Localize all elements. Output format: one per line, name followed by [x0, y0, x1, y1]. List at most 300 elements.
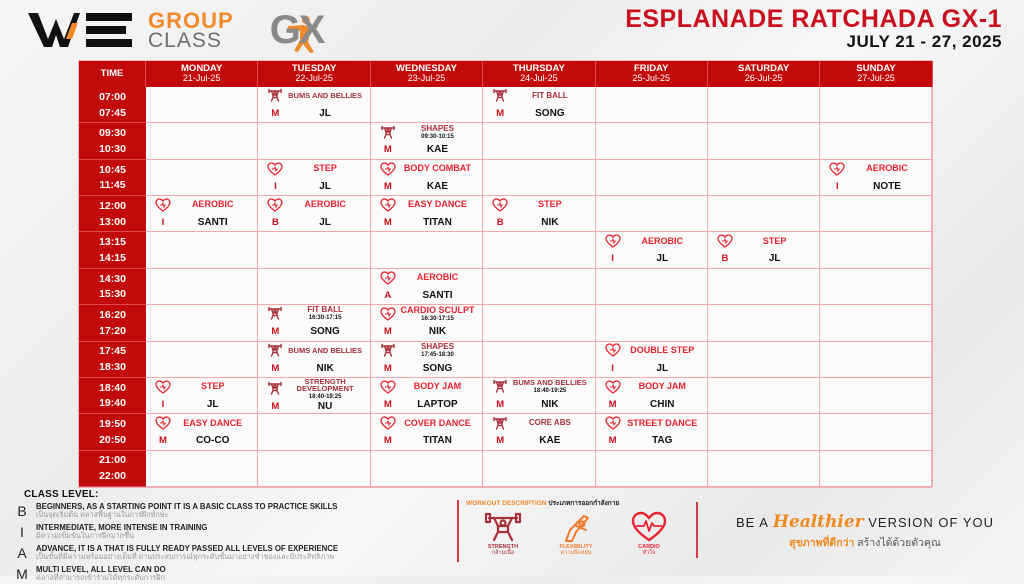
schedule-cell [596, 378, 708, 414]
class-level-badge: M [608, 435, 617, 447]
brand-logo [28, 8, 323, 52]
class-level-badge: M [383, 217, 392, 229]
schedule-cell [708, 305, 820, 341]
class-name-block [624, 382, 701, 391]
schedule-cell [820, 342, 932, 378]
class-level-badge: M [159, 435, 167, 447]
class-entry[interactable] [371, 305, 482, 340]
class-time-note: 16:30-17:15 [308, 315, 342, 322]
class-name-block [399, 306, 476, 322]
class-name: AEROBIC [191, 199, 234, 210]
class-entry[interactable] [258, 196, 369, 231]
day-header-thursday [483, 61, 595, 87]
class-time-note: 18:40-19:25 [533, 387, 567, 394]
cardio-heart-icon [377, 380, 399, 394]
class-name-block [174, 200, 251, 209]
class-entry[interactable] [146, 196, 257, 231]
schedule-cell [483, 269, 595, 305]
schedule-cell [483, 342, 595, 378]
flexibility-icon [558, 512, 594, 542]
class-level-badge: M [383, 144, 392, 156]
schedule-cell [820, 232, 932, 268]
class-instructor: NOTE [873, 180, 901, 192]
class-instructor: TAG [652, 435, 673, 447]
schedule-cell [371, 451, 483, 487]
class-name: STEP [538, 199, 562, 210]
day-date: 22-Jul-25 [295, 73, 333, 84]
schedule-cell [708, 196, 820, 232]
schedule-cell [596, 232, 708, 268]
day-header-monday [146, 61, 258, 87]
schedule-cell [258, 123, 370, 159]
class-name: SHAPES [421, 123, 454, 133]
class-instructor: KAE [426, 144, 449, 156]
class-name-block [399, 273, 476, 282]
workout-description-title: WORKOUT DESCRIPTION ประเภทการออกกำลังกาย [466, 500, 620, 507]
schedule-cell [146, 87, 258, 123]
class-entry[interactable] [146, 378, 257, 413]
tagline-english: BE A Healthier VERSION OF YOU [736, 512, 994, 532]
class-name: AEROBIC [416, 272, 459, 283]
class-instructor: JL [319, 180, 331, 192]
schedule-cell [483, 451, 595, 487]
class-level-badge: M [496, 398, 505, 410]
footer-divider-right [696, 502, 698, 558]
day-name: FRIDAY [634, 62, 669, 74]
class-name-block [399, 419, 476, 428]
day-date: 21-Jul-25 [182, 73, 221, 84]
class-name: STREET DANCE [627, 417, 698, 428]
class-name-block [286, 306, 363, 321]
slot-end-time: 13:00 [99, 215, 126, 228]
schedule-cell [146, 342, 258, 378]
class-level-badge: M [608, 398, 617, 410]
time-slot [79, 414, 146, 450]
time-slot [79, 269, 146, 305]
class-entry[interactable] [483, 414, 594, 449]
day-name: SATURDAY [738, 62, 790, 74]
slot-start-time: 16:20 [99, 308, 126, 321]
level-description-en: BEGINNERS, AS A STARTING POINT IT IS A BASIC CLASS TO PRACTICE SKILLS [36, 501, 338, 511]
level-description-th: เป็นขั้นที่มีความพร้อมอย่างเต็มที่ ผ่านประสบการณ์ทุกระดับชั้นมาอย่างช่ำชองและมีประสิทธิภาพ [36, 551, 335, 561]
class-entry[interactable] [371, 160, 482, 195]
time-slot [79, 305, 146, 341]
schedule-cell [258, 305, 370, 341]
schedule-cell [146, 305, 258, 341]
schedule-cell [371, 123, 483, 159]
time-slot [79, 378, 146, 414]
schedule-cell [258, 451, 370, 487]
schedule-cell [146, 414, 258, 450]
schedule-cell [596, 160, 708, 196]
class-entry[interactable] [258, 87, 369, 122]
level-letter: B [17, 502, 27, 519]
class-name-block [511, 92, 588, 100]
class-level-badge: I [161, 398, 165, 410]
day-header-saturday [708, 61, 820, 87]
class-level-badge: M [271, 401, 280, 413]
schedule-cell [708, 160, 820, 196]
class-level-badge: M [383, 180, 392, 192]
class-level-badge: A [384, 289, 392, 301]
class-entry[interactable] [820, 160, 931, 195]
slot-end-time: 17:20 [99, 324, 126, 337]
day-header-friday [596, 61, 708, 87]
schedule-cell [820, 378, 932, 414]
class-level-badge: M [383, 435, 392, 447]
slot-start-time: 10:45 [99, 163, 126, 176]
strength-lifter-icon [264, 89, 286, 102]
slot-end-time: 20:50 [99, 433, 126, 446]
class-name-block [286, 92, 363, 100]
schedule-cell [596, 123, 708, 159]
schedule-cell [146, 269, 258, 305]
schedule-cell [820, 414, 932, 450]
level-description-en: ADVANCE, IT IS A THAT IS FULLY READY PASSED ALL LEVELS OF EXPERIENCE [36, 543, 339, 553]
class-instructor: SONG [422, 362, 453, 374]
cardio-heart-icon [377, 307, 399, 321]
class-name-block [286, 378, 363, 400]
cardio-heart-icon [377, 198, 399, 212]
class-level-a [8, 542, 448, 563]
level-description-th: คลาสที่สามารถเข้าร่วมได้ทุกระดับการฝึก [36, 572, 165, 582]
class-entry[interactable] [483, 87, 594, 122]
class-schedule-table [78, 60, 932, 488]
class-instructor: CHIN [650, 398, 675, 410]
schedule-cell [146, 196, 258, 232]
slot-end-time: 18:30 [99, 361, 126, 374]
schedule-cell [820, 87, 932, 123]
page-header [625, 6, 1002, 52]
class-entry[interactable] [371, 196, 482, 231]
cardio-heart-icon [714, 234, 736, 248]
slot-start-time: 09:30 [99, 127, 126, 140]
class-name: COVER DANCE [404, 417, 471, 428]
class-level-b [8, 500, 448, 521]
class-entry[interactable] [258, 160, 369, 195]
class-name-block [399, 343, 476, 358]
class-entry[interactable] [596, 414, 707, 449]
workout-type-cardio: CARDIO หัวใจ [618, 512, 680, 556]
slot-end-time: 15:30 [99, 288, 126, 301]
slot-end-time: 07:45 [99, 106, 126, 119]
schedule-cell [708, 123, 820, 159]
class-instructor: JL [319, 217, 331, 229]
slot-end-time: 11:45 [99, 179, 126, 192]
schedule-cell [371, 305, 483, 341]
schedule-cell [483, 414, 595, 450]
class-instructor: JL [656, 362, 669, 374]
class-name-block [511, 379, 588, 394]
day-header-tuesday [258, 61, 370, 87]
schedule-cell [371, 414, 483, 450]
strength-icon [485, 512, 521, 542]
class-name-block [848, 164, 925, 173]
cardio-heart-icon [152, 198, 174, 212]
day-name: TUESDAY [291, 62, 337, 74]
slot-end-time: 14:15 [99, 251, 126, 264]
schedule-cell [146, 160, 258, 196]
class-level-i [8, 521, 448, 542]
class-level-badge: M [496, 108, 505, 120]
schedule-cell [708, 269, 820, 305]
cardio-heart-icon [377, 271, 399, 285]
schedule-cell [708, 414, 820, 450]
class-entry[interactable] [371, 342, 482, 377]
schedule-cell [371, 232, 483, 268]
class-name: AEROBIC [304, 199, 346, 210]
schedule-cell [371, 160, 483, 196]
day-date: 26-Jul-25 [744, 73, 783, 84]
class-entry[interactable] [596, 342, 707, 377]
schedule-cell [820, 196, 932, 232]
class-name: CORE ABS [528, 418, 571, 428]
class-name-block [624, 346, 701, 355]
cardio-heart-icon [602, 416, 624, 430]
class-name: BUMS AND BELLIES [288, 345, 363, 355]
class-level-badge: I [611, 362, 614, 374]
class-name-block [286, 200, 363, 209]
class-instructor: KAE [539, 435, 561, 447]
level-description-th: เป็นจุดเริ่มต้น คลาสพื้นฐานในการฝึกทักษะ [36, 509, 169, 519]
slot-start-time: 18:40 [99, 381, 126, 394]
class-entry[interactable] [596, 378, 707, 413]
cardio-heart-icon [152, 416, 174, 430]
level-description-en: MULTI LEVEL, ALL LEVEL CAN DO [36, 564, 166, 574]
slot-start-time: 13:15 [99, 236, 126, 249]
schedule-cell [596, 87, 708, 123]
class-instructor: JL [319, 108, 331, 120]
workout-type-flexibility: FLEXIBILITY ความยืดหยุ่น [545, 512, 607, 556]
slot-end-time: 22:00 [99, 470, 126, 483]
class-instructor: NIK [316, 362, 334, 374]
class-entry[interactable] [371, 414, 482, 449]
time-slot [79, 342, 146, 378]
schedule-cell [708, 378, 820, 414]
strength-lifter-icon [264, 307, 286, 320]
class-level-badge: I [274, 180, 277, 192]
schedule-cell [820, 123, 932, 159]
schedule-cell [258, 269, 370, 305]
class-name: EASY DANCE [183, 417, 243, 428]
slot-end-time: 10:30 [99, 142, 126, 155]
class-name: STEP [762, 235, 787, 246]
schedule-cell [708, 87, 820, 123]
schedule-cell [483, 232, 595, 268]
day-header-wednesday [371, 61, 483, 87]
class-entry[interactable] [258, 378, 369, 413]
class-name-block [736, 237, 813, 246]
class-entry[interactable] [483, 196, 594, 231]
schedule-cell [820, 160, 932, 196]
schedule-cell [596, 451, 708, 487]
strength-lifter-icon [377, 344, 399, 357]
time-slot [79, 232, 146, 268]
class-name: STRENGTH DEVELOPMENT [296, 376, 354, 394]
class-name-block [286, 164, 363, 173]
class-name: BUMS AND BELLIES [512, 378, 587, 388]
class-entry[interactable] [371, 378, 482, 413]
class-instructor: SONG [535, 108, 565, 120]
class-name: BODY COMBAT [403, 163, 472, 174]
day-date: 23-Jul-25 [407, 73, 446, 84]
level-letter: A [17, 544, 27, 561]
class-level-title: CLASS LEVEL: [24, 489, 99, 500]
class-name: FIT BALL [532, 90, 568, 100]
time-slot [79, 160, 146, 196]
class-time-note: 09:30-10:15 [421, 133, 454, 140]
class-entry[interactable] [483, 378, 594, 413]
strength-lifter-icon [264, 344, 286, 357]
slot-start-time: 12:00 [99, 199, 126, 212]
class-name: BUMS AND BELLIES [288, 91, 363, 101]
class-entry[interactable] [258, 305, 369, 340]
time-slot [79, 451, 146, 487]
class-time-note: 17:45-18:30 [421, 351, 454, 358]
logo-class-text: CLASS [148, 28, 222, 52]
class-instructor: TITAN [423, 435, 452, 447]
class-instructor: JL [206, 398, 219, 410]
class-instructor: TITAN [423, 217, 452, 229]
class-level-badge: M [271, 362, 280, 374]
class-level-badge: M [383, 326, 392, 338]
class-name: STEP [313, 163, 337, 174]
schedule-cell [483, 305, 595, 341]
day-date: 25-Jul-25 [632, 73, 671, 84]
schedule-cell [258, 87, 370, 123]
class-instructor: NU [317, 401, 333, 413]
class-name-block [286, 347, 363, 355]
class-name-block [624, 237, 701, 246]
class-level-badge: M [383, 398, 392, 410]
schedule-cell [371, 269, 483, 305]
workout-description-legend [466, 498, 686, 556]
schedule-cell [483, 87, 595, 123]
workout-type-strength: STRENGTH กล้ามเนื้อ [472, 512, 534, 556]
class-name-block [511, 200, 588, 209]
class-level-badge: I [161, 217, 165, 229]
level-description-en: INTERMEDIATE, MORE INTENSE IN TRAINING [36, 522, 208, 532]
schedule-cell [483, 196, 595, 232]
class-name: BODY JAM [638, 381, 686, 392]
schedule-cell [146, 232, 258, 268]
slot-start-time: 17:45 [99, 345, 126, 358]
class-name: DOUBLE STEP [630, 344, 695, 355]
cardio-heart-icon [377, 162, 399, 176]
date-range: JULY 21 - 27, 2025 [846, 32, 1002, 52]
schedule-cell [708, 451, 820, 487]
class-name-block [511, 419, 588, 427]
strength-lifter-icon [489, 417, 511, 430]
schedule-cell [258, 196, 370, 232]
day-name: WEDNESDAY [396, 62, 457, 74]
schedule-cell [258, 414, 370, 450]
cardio-heart-icon [826, 162, 848, 176]
group-class-wordmark [148, 7, 234, 52]
class-name-block [174, 419, 251, 428]
schedule-cell [596, 414, 708, 450]
slot-start-time: 21:00 [99, 454, 126, 467]
schedule-cell [371, 87, 483, 123]
class-instructor: CO-CO [196, 435, 230, 447]
day-date: 27-Jul-25 [857, 73, 895, 84]
logo-gx-text: GX [269, 7, 324, 52]
class-name-block [399, 164, 476, 173]
logo-group-text: GROUP [148, 7, 234, 33]
cardio-heart-icon [152, 380, 174, 394]
schedule-cell [483, 378, 595, 414]
class-entry[interactable] [708, 232, 819, 267]
time-slot [79, 123, 146, 159]
class-level-badge: M [496, 435, 505, 447]
day-name: MONDAY [181, 62, 223, 74]
we-logo-icon [28, 13, 132, 47]
class-instructor: SANTI [422, 289, 453, 301]
cardio-heart-icon [602, 343, 624, 357]
class-entry[interactable] [371, 123, 482, 158]
class-level-badge: B [496, 217, 504, 229]
we-logo-mark [28, 11, 132, 49]
class-instructor: JL [656, 253, 669, 265]
class-name: BODY JAM [413, 381, 462, 392]
strength-lifter-icon [264, 382, 286, 395]
cardio-heart-icon [489, 198, 511, 212]
class-name: EASY DANCE [408, 199, 467, 210]
class-entry[interactable] [146, 414, 257, 449]
class-name-block [624, 419, 701, 428]
strength-lifter-icon [377, 126, 399, 139]
class-name: SHAPES [421, 341, 454, 351]
schedule-cell [708, 342, 820, 378]
schedule-cell [371, 378, 483, 414]
cardio-heart-icon [602, 234, 624, 248]
cardio-heart-icon [377, 416, 399, 430]
class-entry[interactable] [596, 232, 707, 267]
class-time-note: 16:30-17:15 [421, 315, 454, 322]
class-name: AEROBIC [641, 235, 684, 246]
schedule-cell [258, 378, 370, 414]
class-instructor: NIK [541, 217, 559, 229]
cardio-heart-icon [602, 380, 624, 394]
schedule-cell [371, 342, 483, 378]
class-instructor: JL [768, 253, 781, 265]
time-slot [79, 196, 146, 232]
day-name: THURSDAY [512, 62, 565, 74]
day-name: SUNDAY [856, 62, 896, 74]
class-name: AEROBIC [866, 163, 908, 174]
class-level-badge: B [271, 217, 279, 229]
slot-start-time: 19:50 [99, 418, 126, 431]
schedule-cell [146, 378, 258, 414]
schedule-cell [258, 342, 370, 378]
class-level-badge: I [836, 180, 839, 192]
class-level-legend [8, 489, 448, 584]
class-name: FIT BALL [307, 305, 343, 315]
strength-lifter-icon [489, 89, 511, 102]
class-instructor: SANTI [197, 217, 228, 229]
class-name-block [399, 382, 476, 391]
slot-start-time: 14:30 [99, 272, 126, 285]
tagline [715, 512, 1015, 551]
class-instructor: NIK [541, 398, 559, 410]
class-entry[interactable] [371, 269, 482, 304]
schedule-cell [596, 269, 708, 305]
slot-end-time: 19:40 [99, 397, 126, 410]
class-entry[interactable] [258, 342, 369, 377]
time-slot [79, 87, 146, 123]
schedule-cell [820, 269, 932, 305]
schedule-cell [483, 123, 595, 159]
